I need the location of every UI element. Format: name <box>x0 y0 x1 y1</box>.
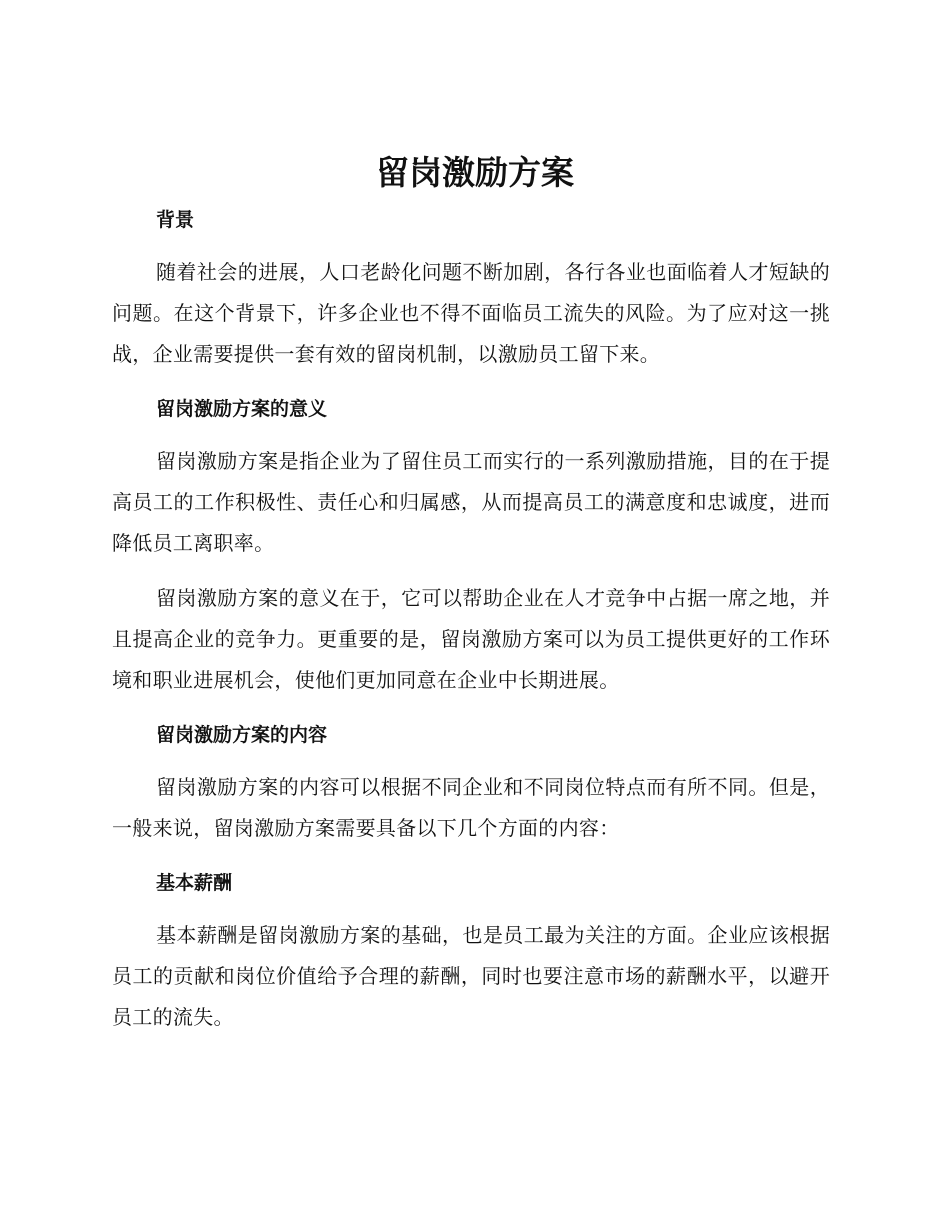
paragraph-significance-1: 留岗激励方案是指企业为了留住员工而实行的一系列激励措施，目的在于提高员工的工作积极性、责任心和归属感，从而提高员工的满意度和忠诚度，进而降低员工离职率。 <box>112 449 830 555</box>
paragraph-significance-2: 留岗激励方案的意义在于，它可以帮助企业在人才竞争中占据一席之地，并且提高企业的竞争力。更重要的是，留岗激励方案可以为员工提供更好的工作环境和职业进展机会，使他们更加同意在企业中长期进展。 <box>112 586 830 692</box>
section-significance <box>112 389 830 701</box>
paragraph-base-salary-1: 基本薪酬是留岗激励方案的基础，也是员工最为关注的方面。企业应该根据员工的贡献和岗位价值给予合理的薪酬，同时也要注意市场的薪酬水平，以避开员工的流失。 <box>112 923 830 1029</box>
section-base-salary <box>112 863 830 1038</box>
document-body <box>112 200 830 1038</box>
document-title: 留岗激励方案 <box>376 153 574 192</box>
section-background <box>112 200 830 375</box>
section-heading-background: 背景 <box>156 209 195 231</box>
paragraph-content-1: 留岗激励方案的内容可以根据不同企业和不同岗位特点而有所不同。但是，一般来说，留岗激励方案需要具备以下几个方面的内容： <box>112 775 830 840</box>
section-content <box>112 715 830 849</box>
paragraph-background-1: 随着社会的进展，人口老龄化问题不断加剧，各行各业也面临着人才短缺的问题。在这个背景下，许多企业也不得不面临员工流失的风险。为了应对这一挑战，企业需要提供一套有效的留岗机制，以激励员工留下来。 <box>112 260 830 366</box>
section-heading-base-salary: 基本薪酬 <box>156 872 233 894</box>
section-heading-content: 留岗激励方案的内容 <box>156 724 328 746</box>
section-heading-significance: 留岗激励方案的意义 <box>156 398 328 420</box>
